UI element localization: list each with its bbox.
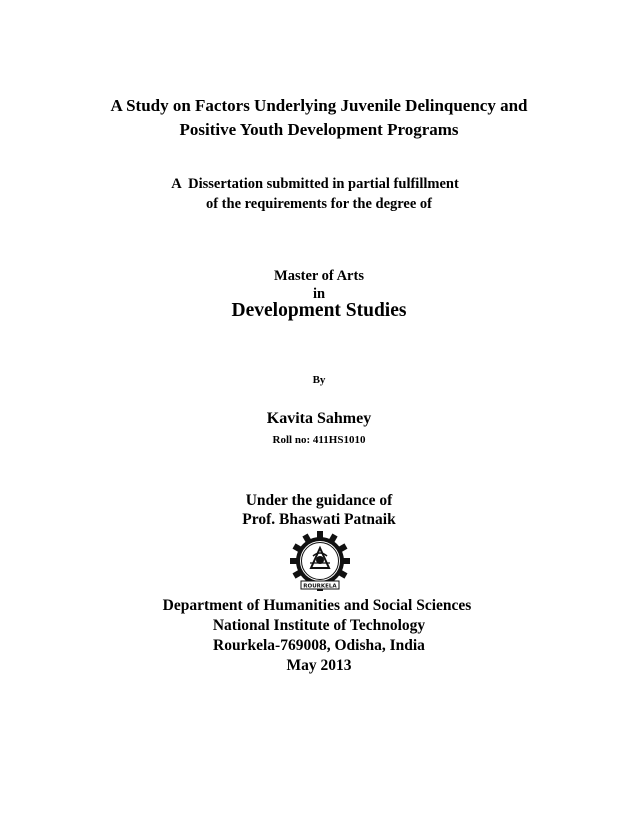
- by-label: By: [312, 374, 326, 386]
- roll-number: Roll no: 411HS1010: [272, 434, 366, 446]
- seal-icon: [289, 530, 351, 592]
- guide-name: Prof. Bhaswati Patnaik: [242, 511, 396, 528]
- seal-banner-text: ROURKELA: [303, 583, 337, 590]
- guidance-label: Under the guidance of: [245, 492, 393, 509]
- submission-date: May 2013: [286, 657, 352, 674]
- author-name: Kavita Sahmey: [266, 410, 372, 427]
- dissertation-statement-line-2: of the requirements for the degree of: [205, 196, 433, 212]
- thesis-title-line-2: Positive Youth Development Programs: [179, 120, 459, 139]
- degree-connector: in: [312, 286, 326, 302]
- department-name: Department of Humanities and Social Sciences: [162, 597, 472, 614]
- degree-name: Master of Arts: [274, 268, 364, 284]
- institute-address: Rourkela-769008, Odisha, India: [213, 637, 425, 654]
- institute-seal-logo: [289, 530, 351, 592]
- dissertation-statement-line-1: A Dissertation submitted in partial fulfillment: [171, 176, 459, 192]
- thesis-title-line-1: A Study on Factors Underlying Juvenile Delinquency and: [110, 96, 528, 115]
- institute-name: National Institute of Technology: [212, 617, 426, 634]
- degree-field: Development Studies: [231, 300, 407, 321]
